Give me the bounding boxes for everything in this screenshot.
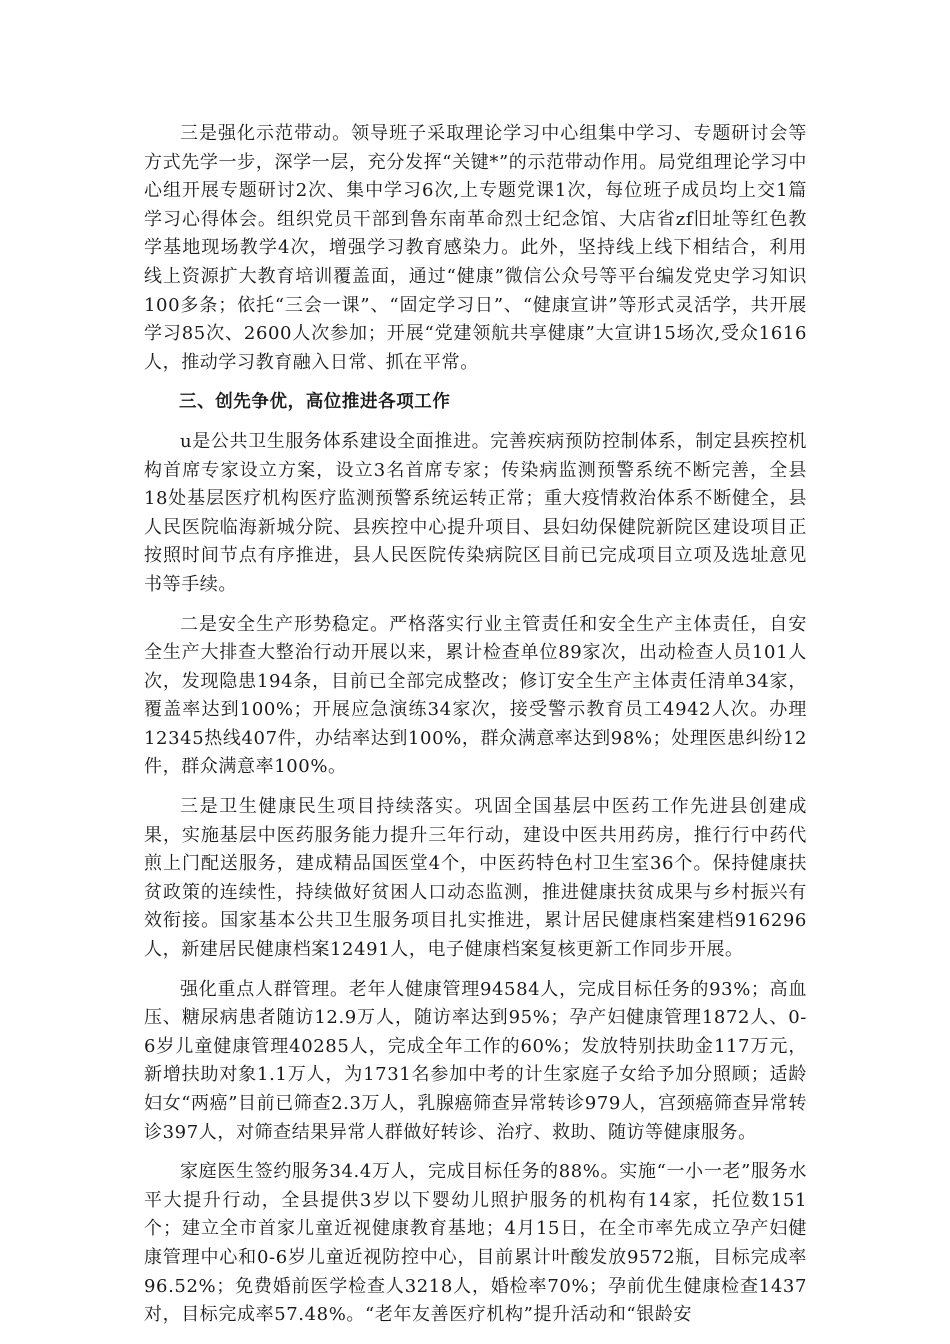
paragraph-livelihood-projects: 三是卫生健康民生项目持续落实。巩固全国基层中医药工作先进县创建成果，实施基层中医药服务能力提升三年行动，建设中医共用药房，推行行中药代煎上门配送服务，建成精品国医堂4个，中医药特色村卫生室36个。保持健康扶贫政策的连续性，持续做好贫困人口动态监测，推进健康扶贫成果与乡村振兴有效衔接。国家基本公共卫生服务项目扎实推进，累计居民健康档案建档916296人，新建居民健康档案12491人，电子健康档案复核更新工作同步开展。 <box>144 796 807 961</box>
paragraph-key-population: 强化重点人群管理。老年人健康管理94584人，完成目标任务的93%；高血压、糖尿病患者随访12.9万人，随访率达到95%；孕产妇健康管理1872人、0-6岁儿童健康管理40285人，完成全年工作的60%；发放特别扶助金117万元，新增扶助对象1.1万人，为1731名参加中考的计生家庭子女给予加分照顾；适龄妇女“两癌”目前已筛查2.3万人，乳腺癌筛查异常转诊979人，宫颈癌筛查异常转诊397人，对筛查结果异常人群做好转诊、治疗、救助、随访等健康服务。 <box>144 978 807 1143</box>
paragraph-demonstration: 三是强化示范带动。领导班子采取理论学习中心组集中学习、专题研讨会等方式先学一步，深学一层，充分发挥“关键*”的示范带动作用。局党组理论学习中心组开展专题研讨2次、集中学习6次,上专题党课1次，每位班子成员均上交1篇学习心得体会。组织党员干部到鲁东南革命烈士纪念馆、大店省zf旧址等红色教学基地现场教学4次，增强学习教育感染力。此外，坚持线上线下相结合，利用线上资源扩大教育培训覆盖面，通过“健康”微信公众号等平台编发党史学习知识100多条；依托“三会一课”、“固定学习日”、“健康宣讲”等形式灵活学，共开展学习85次、2600人次参加；开展“党建领航共享健康”大宣讲15场次,受众1616人，推动学习教育融入日常、抓在平常。 <box>144 123 807 373</box>
paragraph-family-doctor: 家庭医生签约服务34.4万人，完成目标任务的88%。实施“一小一老”服务水平大提升行动，全县提供3岁以下婴幼儿照护服务的机构有14家，托位数151个；建立全市首家儿童近视健康教育基地；4月15日，在全市率先成立孕产妇健康管理中心和0-6岁儿童近视防控中心，目前累计叶酸发放9572瓶，目标完成率96.52%；免费婚前医学检查人3218人，婚检率70%；孕前优生健康检查1437对，目标完成率57.48%。“老年友善医疗机构”提升活动和“银龄安 <box>144 1161 807 1326</box>
paragraph-public-health-system: u是公共卫生服务体系建设全面推进。完善疾病预防控制体系，制定县疾控机构首席专家设立方案，设立3名首席专家；传染病监测预警系统不断完善，全县18处基层医疗机构医疗监测预警系统运转正常；重大疫情救治体系不断健全，县人民医院临海新城分院、县疾控中心提升项目、县妇幼保健院新院区建设项目正按照时间节点有序推进，县人民医院传染病院区目前已完成项目立项及选址意见书等手续。 <box>144 430 807 595</box>
paragraph-safety-production: 二是安全生产形势稳定。严格落实行业主管责任和安全生产主体责任，自安全生产大排查大整治行动开展以来，累计检查单位89家次，出动检查人员101人次，发现隐患194条，目前已全部完成整改；修订安全生产主体责任清单34家，覆盖率达到100%；开展应急演练34家次，接受警示教育员工4942人次。办理12345热线407件，办结率达到100%，群众满意率达到98%；处理医患纠纷12件，群众满意率100%。 <box>144 613 807 778</box>
document-page <box>144 120 807 1341</box>
section-heading: 三、创先争优，高位推进各项工作 <box>179 392 451 413</box>
